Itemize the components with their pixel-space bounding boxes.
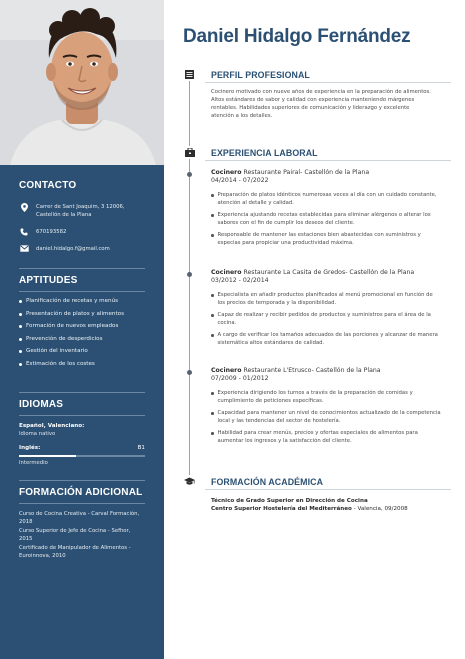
skill-item: Formación de nuevos empleados [19,323,145,330]
location-pin-icon [19,203,29,212]
language-level-label: Intermedio [19,460,48,466]
section-rule [205,489,451,490]
job-role: Cocinero [211,269,242,276]
experience-title: EXPERIENCIA LABORAL [211,148,318,158]
job-bullet: Responsable de mantener las estaciones bien abastecidas con suministros y especias para propiciar una productividad máxima. [211,231,441,247]
job-entry [211,269,441,351]
contact-title: CONTACTO [19,180,77,191]
divider [19,503,145,504]
job-bullet: A cargo de verificar los tamaños adecuados de las porciones y alcanzar de manera sistemática altos estándares de calidad. [211,331,441,347]
job-heading [211,169,441,176]
profile-photo [0,0,164,165]
language-row [19,445,145,451]
contact-section [19,180,145,253]
degree-name: Técnico de Grado Superior en Dirección de Cocina [211,498,368,504]
job-entry [211,367,441,449]
skills-section [19,268,145,373]
briefcase-icon [183,146,196,159]
skill-item: Gestión del inventario [19,348,145,355]
languages-section [19,392,145,466]
profile-text: Cocinero motivado con nueve años de experiencia en la preparación de alimentos. Altos estándares de sabor y calidad con experiencia manteniendo márgenes rentables. Habilidades superiores de comunicación y liderazgo y excelente atención a los detalles. [211,89,431,119]
skill-item: Estimación de los costes [19,361,145,368]
mail-icon [19,245,29,252]
training-section [19,480,145,560]
section-rule [205,160,451,161]
divider [19,291,145,292]
sidebar [0,0,164,659]
job-bullet: Capacidad para mantener un nivel de conocimientos actualizado de la competencia local y las tendencias del sector de hostelería. [211,409,441,425]
job-entry [211,169,441,251]
job-bullet: Especialista en añadir productos planificados al menú promocional en función de los precios de temporada y la disponibilidad. [211,291,441,307]
language-level-bar [19,455,145,457]
person-name: Daniel Hidalgo Fernández [183,26,411,47]
job-heading [211,269,441,276]
phone-text[interactable]: 670193582 [36,229,67,235]
job-bullet: Capaz de realizar y recibir pedidos de productos y suministros para el área de la cocina. [211,311,441,327]
timeline-dot [187,370,192,375]
phone-icon [19,228,29,236]
course-item: Curso Superior de Jefe de Cocina - Sefhor, 2015 [19,528,131,542]
divider [19,392,145,393]
job-bullet: Preparación de platos idénticos numerosas veces al día con un cuidado constante, atención al detalle y calidad. [211,191,441,207]
education-entry [211,497,441,513]
skill-item: Planificación de recetas y menús [19,298,145,305]
profile-title: PERFIL PROFESIONAL [211,70,310,80]
job-heading [211,367,441,374]
language-code: B1 [137,445,145,451]
job-role: Cocinero [211,169,242,176]
address-row [19,203,145,219]
address-text: Carrer de Sant Joaquim, 3 12006, Castellón de la Plana [36,204,125,218]
phone-row [19,228,145,236]
language-level-fill [19,455,76,457]
timeline-dot [187,272,192,277]
job-bullets [211,389,441,445]
job-bullet: Experiencia ajustando recetas establecidas para eliminar alérgenos o alterar los sabores con el fin de cumplir los deseos del cliente. [211,211,441,227]
timeline-line [189,68,190,488]
native-level: Idioma nativo [19,431,56,437]
portrait-image [0,0,164,165]
language-name: Inglés: [19,445,41,451]
timeline-dot [187,172,192,177]
course-item: Certificado de Manipulador de Alimentos - Euroinnova, 2010 [19,545,131,559]
education-title: FORMACIÓN ACADÉMICA [211,477,324,487]
job-company: Restaurante L'Etrusco- Castellón de la Plana [243,367,381,374]
job-company: Restaurante Pairal- Castellón de la Plana [243,169,370,176]
skill-item: Prevención de desperdicios [19,336,145,343]
job-dates: 07/2009 - 01/2012 [211,375,269,382]
job-role: Cocinero [211,367,242,374]
native-languages: Español, Valenciano: [19,423,85,429]
email-text[interactable]: daniel.hidalgo.f@gmail.com [36,246,110,252]
job-bullets [211,291,441,347]
email-row [19,245,145,253]
divider [19,480,145,481]
school-place-date: - Valencia, 09/2008 [351,506,408,512]
job-bullet: Experiencia dirigiendo los turnos a través de la preparación de comidas y cumplimiento de peticiones específicas. [211,389,441,405]
languages-title: IDIOMAS [19,399,64,410]
divider [19,268,145,269]
divider [19,415,145,416]
section-rule [205,82,451,83]
skills-list [19,298,145,368]
skills-title: APTITUDES [19,275,78,286]
job-bullet: Habilidad para crear menús, precios y ofertas especiales de alimentos para aumentar los ingresos y la satisfacción del cliente. [211,429,441,445]
job-company: Restaurante La Casita de Gredos- Castellón de la Plana [243,269,415,276]
job-dates: 04/2014 - 07/2022 [211,177,269,184]
training-title: FORMACIÓN ADICIONAL [19,487,143,498]
skill-item: Presentación de platos y alimentos [19,311,145,318]
job-dates: 03/2012 - 02/2014 [211,277,269,284]
school-name: Centro Superior Hostelería del Mediterráneo [211,506,352,512]
job-bullets [211,191,441,247]
course-item: Curso de Cocina Creativa - Carval Formación, 2018 [19,511,140,525]
list-icon [183,68,196,81]
graduation-cap-icon [183,475,196,488]
